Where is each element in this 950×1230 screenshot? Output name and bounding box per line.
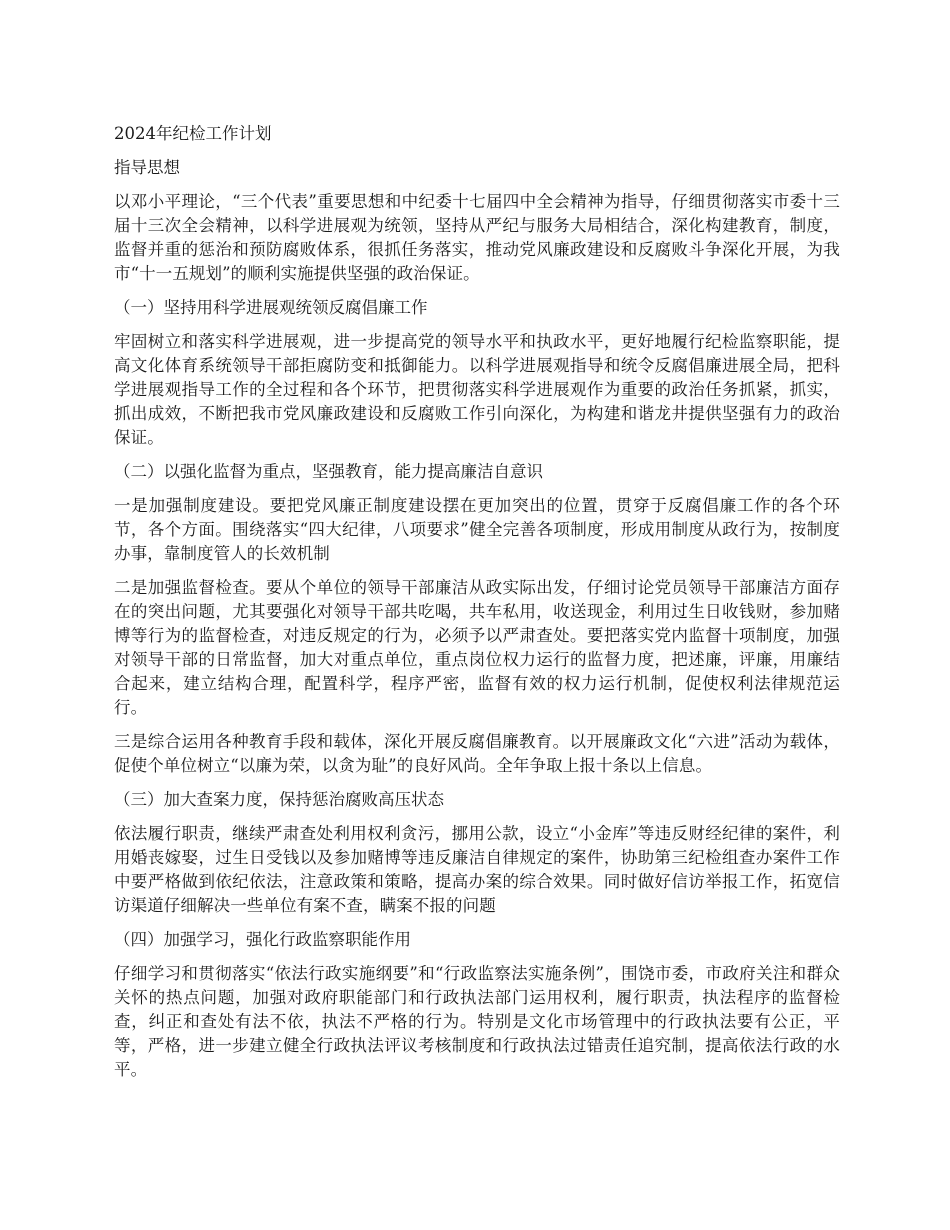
paragraph-section-2-c: 三是综合运用各种教育手段和载体，深化开展反腐倡廉教育。以开展廉政文化“六进”活动为载体，促使个单位树立“以廉为荣，以贪为耻”的良好风尚。全年争取上报十条以上信息。 <box>114 732 840 775</box>
section-heading-guiding-ideology: 指导思想 <box>114 158 180 177</box>
section-heading-2: （二）以强化监督为重点，坚强教育，能力提高廉洁自意识 <box>114 462 543 481</box>
section-heading-1: （一）坚持用科学进展观统领反腐倡廉工作 <box>114 298 428 317</box>
paragraph-guiding-ideology: 以邓小平理论，“三个代表”重要思想和中纪委十七届四中全会精神为指导，仔细贯彻落实市委十三届十三次全会精神，以科学进展观为统领，坚持从严纪与服务大局相结合，深化构建教育，制度，监督并重的惩治和预防腐败体系，很抓任务落实，推动党风廉政建设和反腐败斗争深化开展，为我市“十一五规划”的顺利实施提供坚强的政治保证。 <box>114 192 840 283</box>
paragraph-section-3: 依法履行职责，继续严肃查处利用权利贪污，挪用公款，设立“小金库”等违反财经纪律的案件，利用婚丧嫁娶，过生日受钱以及参加赌博等违反廉洁自律规定的案件，协助第三纪检组查办案件工作中要严格做到依纪依法，注意政策和策略，提高办案的综合效果。同时做好信访举报工作，拓宽信访渠道仔细解决一些单位有案不查，瞒案不报的问题 <box>114 824 840 915</box>
paragraph-section-4: 仔细学习和贯彻落实“依法行政实施纲要”和“行政监察法实施条例”，围饶市委，市政府关注和群众关怀的热点问题，加强对政府职能部门和行政执法部门运用权利，履行职责，执法程序的监督检查，纠正和查处有法不依，执法不严格的行为。特别是文化市场管理中的行政执法要有公正，平等，严格，进一步建立健全行政执法评议考核制度和行政执法过错责任追究制，提高依法行政的水平。 <box>114 964 840 1079</box>
section-heading-3: （三）加大查案力度，保持惩治腐败高压状态 <box>114 790 444 809</box>
document-title: 2024年纪检工作计划 <box>114 124 272 143</box>
paragraph-section-1: 牢固树立和落实科学进展观，进一步提高党的领导水平和执政水平，更好地履行纪检监察职能，提高文化体育系统领导干部拒腐防变和抵御能力。以科学进展观指导和统令反腐倡廉进展全局，把科学进展观指导工作的全过程和各个环节，把贯彻落实科学进展观作为重要的政治任务抓紧，抓实，抓出成效，不断把我市党风廉政建设和反腐败工作引向深化，为构建和谐龙井提供坚强有力的政治保证。 <box>114 332 840 447</box>
paragraph-section-2-a: 一是加强制度建设。要把党风廉正制度建设摆在更加突出的位置，贯穿于反腐倡廉工作的各个环节，各个方面。围绕落实“四大纪律，八项要求”健全完善各项制度，形成用制度从政行为，按制度办事，靠制度管人的长效机制 <box>114 496 840 563</box>
section-heading-4: （四）加强学习，强化行政监察职能作用 <box>114 930 411 949</box>
paragraph-section-2-b: 二是加强监督检查。要从个单位的领导干部廉洁从政实际出发，仔细讨论党员领导干部廉洁方面存在的突出问题，尤其要强化对领导干部共吃喝，共车私用，收送现金，利用过生日收钱财，参加赌博等行为的监督检查，对违反规定的行为，必须予以严肃查处。要把落实党内监督十项制度，加强对领导干部的日常监督，加大对重点单位，重点岗位权力运行的监督力度，把述廉，评廉，用廉结合起来，建立结构合理，配置科学，程序严密，监督有效的权力运行机制，促使权利法律规范运行。 <box>114 578 840 717</box>
document-page <box>114 122 840 1092</box>
